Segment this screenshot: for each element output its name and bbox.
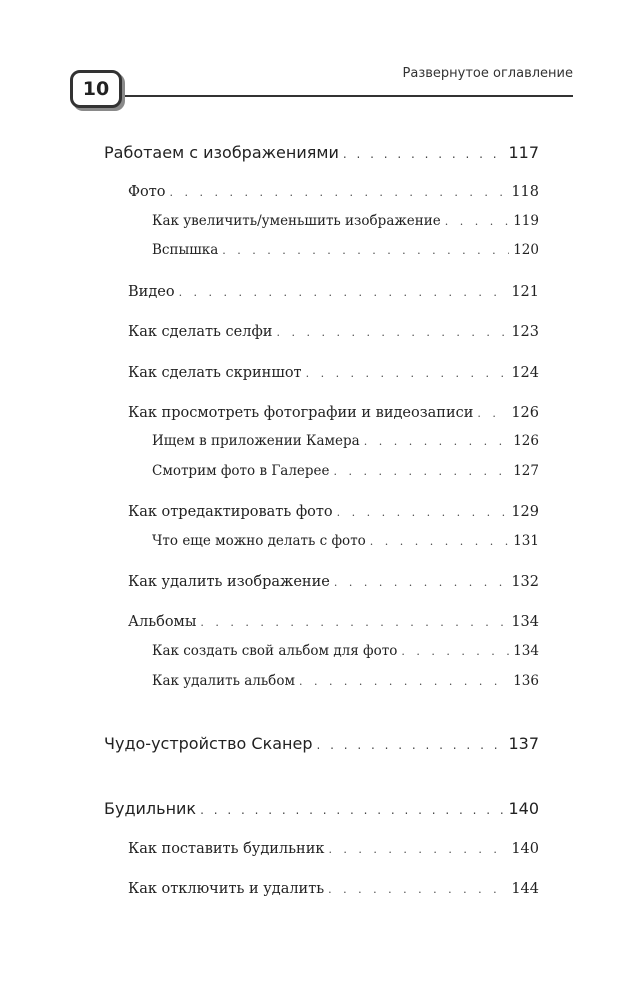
toc-leader <box>334 577 507 588</box>
toc-entry-label: Как отключить и удалить <box>128 881 325 897</box>
toc-leader <box>401 646 509 657</box>
toc-entry[interactable] <box>128 285 539 300</box>
toc-entry-page: 140 <box>508 799 539 818</box>
toc-entry[interactable] <box>104 736 539 752</box>
toc-leader <box>337 507 508 518</box>
toc-entry-page: 126 <box>513 433 539 449</box>
toc-leader <box>445 216 509 227</box>
toc-entry-page: 121 <box>511 284 539 300</box>
running-head: Развернутое оглавление <box>402 66 573 81</box>
toc-leader <box>200 617 507 628</box>
toc-entry[interactable] <box>128 366 539 381</box>
toc-entry[interactable] <box>104 801 539 817</box>
toc-entry-page: 123 <box>511 324 539 340</box>
toc-entry-page: 118 <box>511 184 539 200</box>
toc-leader <box>334 466 510 477</box>
toc-entry[interactable] <box>104 145 539 161</box>
toc-entry-label: Вспышка <box>152 242 219 258</box>
toc-entry-label: Ищем в приложении Камера <box>152 433 360 449</box>
toc-entry-label: Что еще можно делать с фото <box>152 533 366 549</box>
toc-entry[interactable] <box>152 535 539 549</box>
toc-entry-page: 131 <box>513 533 539 549</box>
toc-entry-page: 127 <box>513 463 539 479</box>
toc-entry[interactable] <box>128 842 539 857</box>
toc-entry-label: Будильник <box>104 799 197 818</box>
toc-leader <box>306 368 508 379</box>
toc-entry-label: Чудо-устройство Сканер <box>104 734 313 753</box>
toc-entry-page: 144 <box>511 881 539 897</box>
toc-entry[interactable] <box>128 505 539 520</box>
toc-entry-page: 136 <box>513 673 539 689</box>
toc-entry-page: 120 <box>513 242 539 258</box>
toc-leader <box>364 436 510 447</box>
toc-leader <box>179 287 508 298</box>
toc-entry-label: Смотрим фото в Галерее <box>152 463 330 479</box>
toc-leader <box>200 804 504 816</box>
toc-entry[interactable] <box>128 325 539 340</box>
toc-leader <box>317 739 505 751</box>
toc-entry-label: Как сделать селфи <box>128 324 273 340</box>
toc-entry[interactable] <box>128 615 539 630</box>
toc-leader <box>328 884 507 895</box>
toc-entry-label: Альбомы <box>128 614 197 630</box>
toc-entry-label: Видео <box>128 284 175 300</box>
toc-leader <box>222 245 509 256</box>
toc-entry-page: 140 <box>511 841 539 857</box>
toc-leader <box>477 408 507 419</box>
toc-entry[interactable] <box>152 645 539 659</box>
toc-entry-page: 119 <box>513 213 539 229</box>
toc-entry-page: 134 <box>511 614 539 630</box>
page-number: 10 <box>82 78 110 100</box>
toc-entry-label: Как сделать скриншот <box>128 365 302 381</box>
toc-entry[interactable] <box>152 244 539 258</box>
toc-entry[interactable] <box>152 675 539 689</box>
toc-entry[interactable] <box>128 406 539 421</box>
toc-entry[interactable] <box>152 465 539 479</box>
toc-entry[interactable] <box>128 185 539 200</box>
toc-entry-page: 124 <box>511 365 539 381</box>
toc-entry-page: 132 <box>511 574 539 590</box>
toc-entry-label: Как просмотреть фотографии и видеозаписи <box>128 405 474 421</box>
toc-entry-label: Как отредактировать фото <box>128 504 333 520</box>
toc-leader <box>370 536 509 547</box>
toc-leader <box>343 148 505 160</box>
toc-entry-page: 129 <box>511 504 539 520</box>
toc-leader <box>170 187 508 198</box>
toc-entry[interactable] <box>128 882 539 897</box>
toc-entry[interactable] <box>128 575 539 590</box>
toc-entry-page: 117 <box>508 143 539 162</box>
toc-entry-page: 137 <box>508 734 539 753</box>
toc-leader <box>276 327 507 338</box>
toc-entry-label: Работаем с изображениями <box>104 143 339 162</box>
toc-entry[interactable] <box>152 435 539 449</box>
toc-entry-page: 134 <box>513 643 539 659</box>
toc-entry-label: Как увеличить/уменьшить изображение <box>152 213 441 229</box>
toc-entry-page: 126 <box>511 405 539 421</box>
toc-entry-label: Фото <box>128 184 166 200</box>
toc-entry-label: Как удалить изображение <box>128 574 330 590</box>
toc-entry-label: Как поставить будильник <box>128 841 325 857</box>
toc-entry-label: Как удалить альбом <box>152 673 295 689</box>
toc-entry-label: Как создать свой альбом для фото <box>152 643 398 659</box>
toc-leader <box>299 676 509 687</box>
toc-leader <box>328 844 507 855</box>
toc-entry[interactable] <box>152 215 539 229</box>
